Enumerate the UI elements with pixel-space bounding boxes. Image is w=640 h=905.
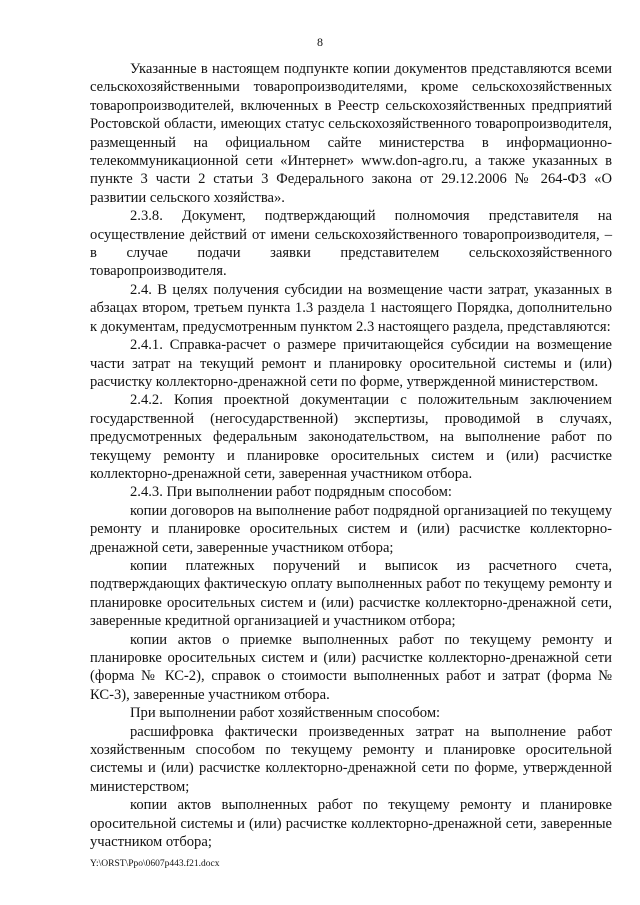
file-path-footer: Y:\ORST\Ppo\0607p443.f21.docx: [90, 859, 220, 869]
paragraph-payment-copies: копии платежных поручений и выписок из расчетного счета, подтверждающих фактическую оплату выполненных работ по текущему ремонту и планировке оросительных систем и (или) расчистке коллекторно-дренажной сети, заверенные кредитной организацией и участником отбора;: [90, 557, 612, 630]
paragraph-2-4-3: 2.4.3. При выполнении работ подрядным способом:: [130, 484, 452, 501]
paragraph-contract-copies: копии договоров на выполнение работ подрядной организацией по текущему ремонту и планировке оросительных систем и (или) расчистке коллекторно-дренажной сети, заверенные участником отбора;: [90, 502, 612, 556]
paragraph-economic-method: При выполнении работ хозяйственным способом:: [130, 705, 441, 722]
page-number: 8: [317, 35, 323, 49]
paragraph-work-acts: копии актов выполненных работ по текущему ремонту и планировке оросительной системы и (или) расчистке коллекторно-дренажной сети, заверенные участником отбора;: [90, 797, 612, 851]
document-body: [90, 60, 612, 851]
paragraph-cost-breakdown: расшифровка фактически произведенных затрат на выполнение работ хозяйственным способом по текущему ремонту и планировке оросительной системы и (или) расчистке коллекторно-дренажной сети по форме, утвержденной министерством;: [90, 723, 612, 795]
paragraph-acceptance-acts: копии актов о приемке выполненных работ по текущему ремонту и планировке оросительных систем и (или) расчистке коллекторно-дренажной сети (форма № КС-2), справок о стоимости выполненных работ и затрат (форма № КС-3), заверенные участником отбора.: [90, 631, 612, 703]
paragraph-2-4: 2.4. В целях получения субсидии на возмещение части затрат, указанных в абзацах втором, третьем пункта 1.3 раздела 1 настоящего Порядка, дополнительно к документам, предусмотренным пунктом 2.3 настоящего раздела, представляются:: [90, 281, 612, 335]
paragraph-2-3-8: 2.3.8. Документ, подтверждающий полномочия представителя на осуществление действий от имени сельскохозяйственного товаропроизводителя, – в случае подачи заявки представителем сельскохозяйственного товаропроизводителя.: [90, 208, 612, 280]
paragraph-2-4-2: 2.4.2. Копия проектной документации с положительным заключением государственной (негосударственной) экспертизы, проводимой в случаях, предусмотренных федеральным законодательством, на выполнение работ по текущему ремонту и планировке оросительных систем и (или) расчистке коллекторно-дренажной сети, заверенная участником отбора.: [90, 392, 612, 482]
paragraph-documents-note: Указанные в настоящем подпункте копии документов представляются всеми сельскохозяйственными товаропроизводителями, кроме сельскохозяйственных товаропроизводителей, включенных в Реестр сельскохозяйственных предприятий Ростовской области, имеющих статус сельскохозяйственного товаропроизводителя, размещенный на официальном сайте министерства в информационно-телекоммуникационной сети «Интернет» www.don-agro.ru, а также указанных в пункте 3 части 2 статьи 3 Федерального закона от 29.12.2006 № 264-ФЗ «О развитии сельского хозяйства».: [90, 61, 612, 206]
paragraph-2-4-1: 2.4.1. Справка-расчет о размере причитающейся субсидии на возмещение части затрат на текущий ремонт и планировку оросительной системы и (или) расчистку коллекторно-дренажной сети по форме, утвержденной министерством.: [90, 337, 612, 390]
